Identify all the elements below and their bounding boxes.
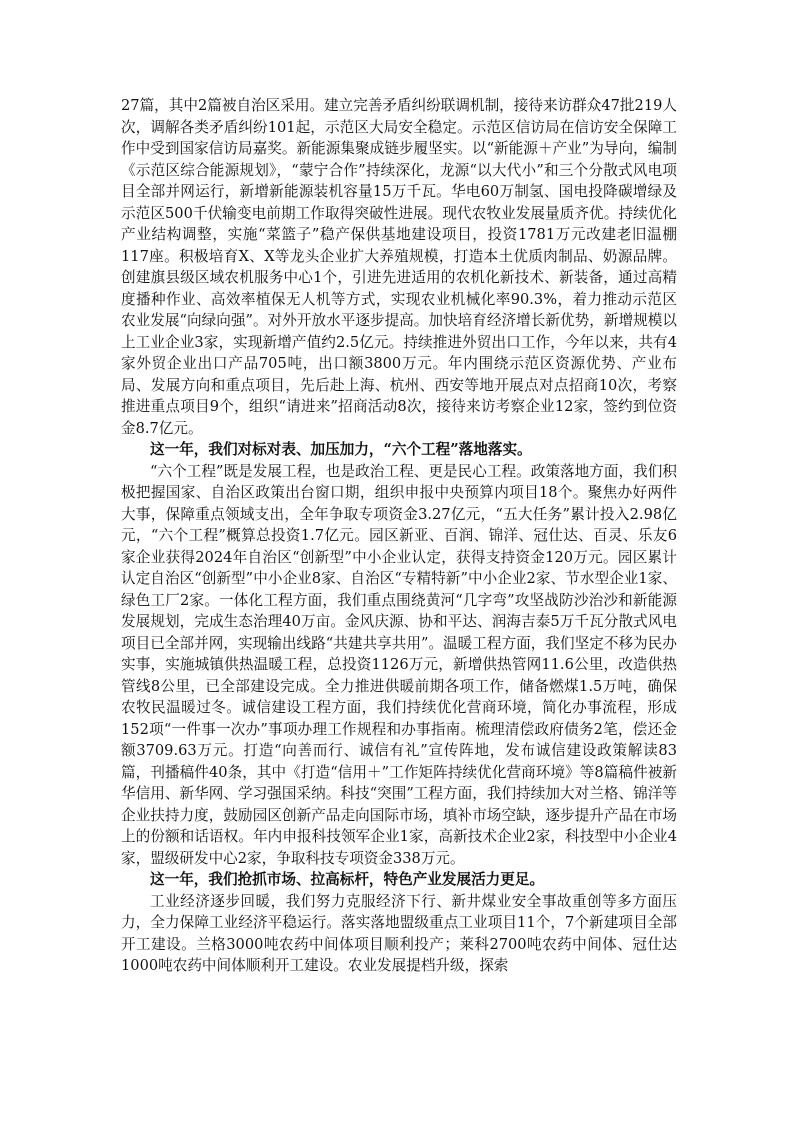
document-page [121, 95, 677, 977]
paragraph-1: 27篇，其中2篇被自治区采用。建立完善矛盾纠纷联调机制，接待来访群众47批219人次，调解各类矛盾纠纷101起，示范区大局安全稳定。示范区信访局在信访安全保障工作中受到国家信访局嘉奖。新能源集聚成链步履坚实。以“新能源＋产业”为导向，编制《示范区综合能源规划》，“蒙宁合作”持续深化，龙源“以大代小”和三个分散式风电项目全部并网运行，新增新能源装机容量15万千瓦。华电60万制氢、国电投降碳增绿及示范区500千伏输变电前期工作取得突破性进展。现代农牧业发展量质齐优。持续优化产业结构调整，实施“菜篮子”稳产保供基地建设项目，投资1781万元改建老旧温棚117座。积极培育X、X等龙头企业扩大养殖规模，打造本土优质肉制品、奶源品牌。创建旗县级区域农机服务中心1个，引进先进适用的农机化新技术、新装备，通过高精度播种作业、高效率植保无人机等方式，实现农业机械化率90.3%，着力推动示范区农业发展“向绿向强”。对外开放水平逐步提高。加快培育经济增长新优势，新增规模以上工业企业3家，实现新增产值约2.5亿元。持续推进外贸出口工作，今年以来，共有4家外贸企业出口产品705吨，出口额3800万元。年内围绕示范区资源优势、产业布局、发展方向和重点项目，先后赴上海、杭州、西安等地开展点对点招商10次，考察推进重点项目9个，组织“请进来”招商活动8次，接待来访考察企业12家，签约到位资金8.7亿元。 [121, 97, 677, 437]
section-heading-characteristic-industries: 这一年，我们抢抓市场、拉高标杆，特色产业发展活力更足。 [150, 871, 545, 888]
paragraph-3: 工业经济逐步回暖，我们努力克服经济下行、新井煤业安全事故重创等多方面压力，全力保障工业经济平稳运行。落实落地盟级重点工业项目11个，7个新建项目全部开工建设。兰格3000吨农药中间体项目顺利投产；莱科2700吨农药中间体、冠仕达1000吨农药中间体顺利开工建设。农业发展提档升级，探索 [121, 892, 677, 974]
section-heading-six-projects: 这一年，我们对标对表、加压加力，“六个工程”落地落实。 [150, 441, 532, 458]
paragraph-2: “六个工程”既是发展工程，也是政治工程、更是民心工程。政策落地方面，我们积极把握国家、自治区政策出台窗口期，组织申报中央预算内项目18个。聚焦办好两件大事，保障重点领域支出，全年争取专项资金3.27亿元，“五大任务”累计投入2.98亿元，“六个工程”概算总投资1.7亿元。园区新亚、百润、锦洋、冠仕达、百灵、乐友6家企业获得2024年自治区“创新型”中小企业认定，获得支持资金120万元。园区累计认定自治区“创新型”中小企业8家、自治区“专精特新”中小企业2家、节水型企业1家、绿色工厂2家。一体化工程方面，我们重点围绕黄河“几字弯”攻坚战防沙治沙和新能源发展规划，完成生态治理40万亩。金风庆源、协和平达、润海吉泰5万千瓦分散式风电项目已全部并网，实现输出线路“共建共享共用”。温暖工程方面，我们坚定不移为民办实事，实施城镇供热温暖工程，总投资1126万元，新增供热管网11.6公里，改造供热管线8公里，已全部建设完成。全力推进供暖前期各项工作，储备燃煤1.5万吨，确保农牧民温暖过冬。诚信建设工程方面，我们持续优化营商环境，简化办事流程，形成152项“一件事一次办”事项办理工作规程和办事指南。梳理清偿政府债务2笔，偿还金额3709.63万元。打造“向善而行、诚信有礼”宣传阵地，发布诚信建设政策解读83篇，刊播稿件40条，其中《打造“信用＋”工作矩阵持续优化营商环境》等8篇稿件被新华信用、新华网、学习强国采纳。科技“突围”工程方面，我们持续加大对兰格、锦洋等企业扶持力度，鼓励园区创新产品走向国际市场，填补市场空缺，逐步提升产品在市场上的份额和话语权。年内申报科技领军企业1家，高新技术企业2家，科技型中小企业4家，盟级研发中心2家，争取科技专项资金338万元。 [121, 462, 677, 867]
